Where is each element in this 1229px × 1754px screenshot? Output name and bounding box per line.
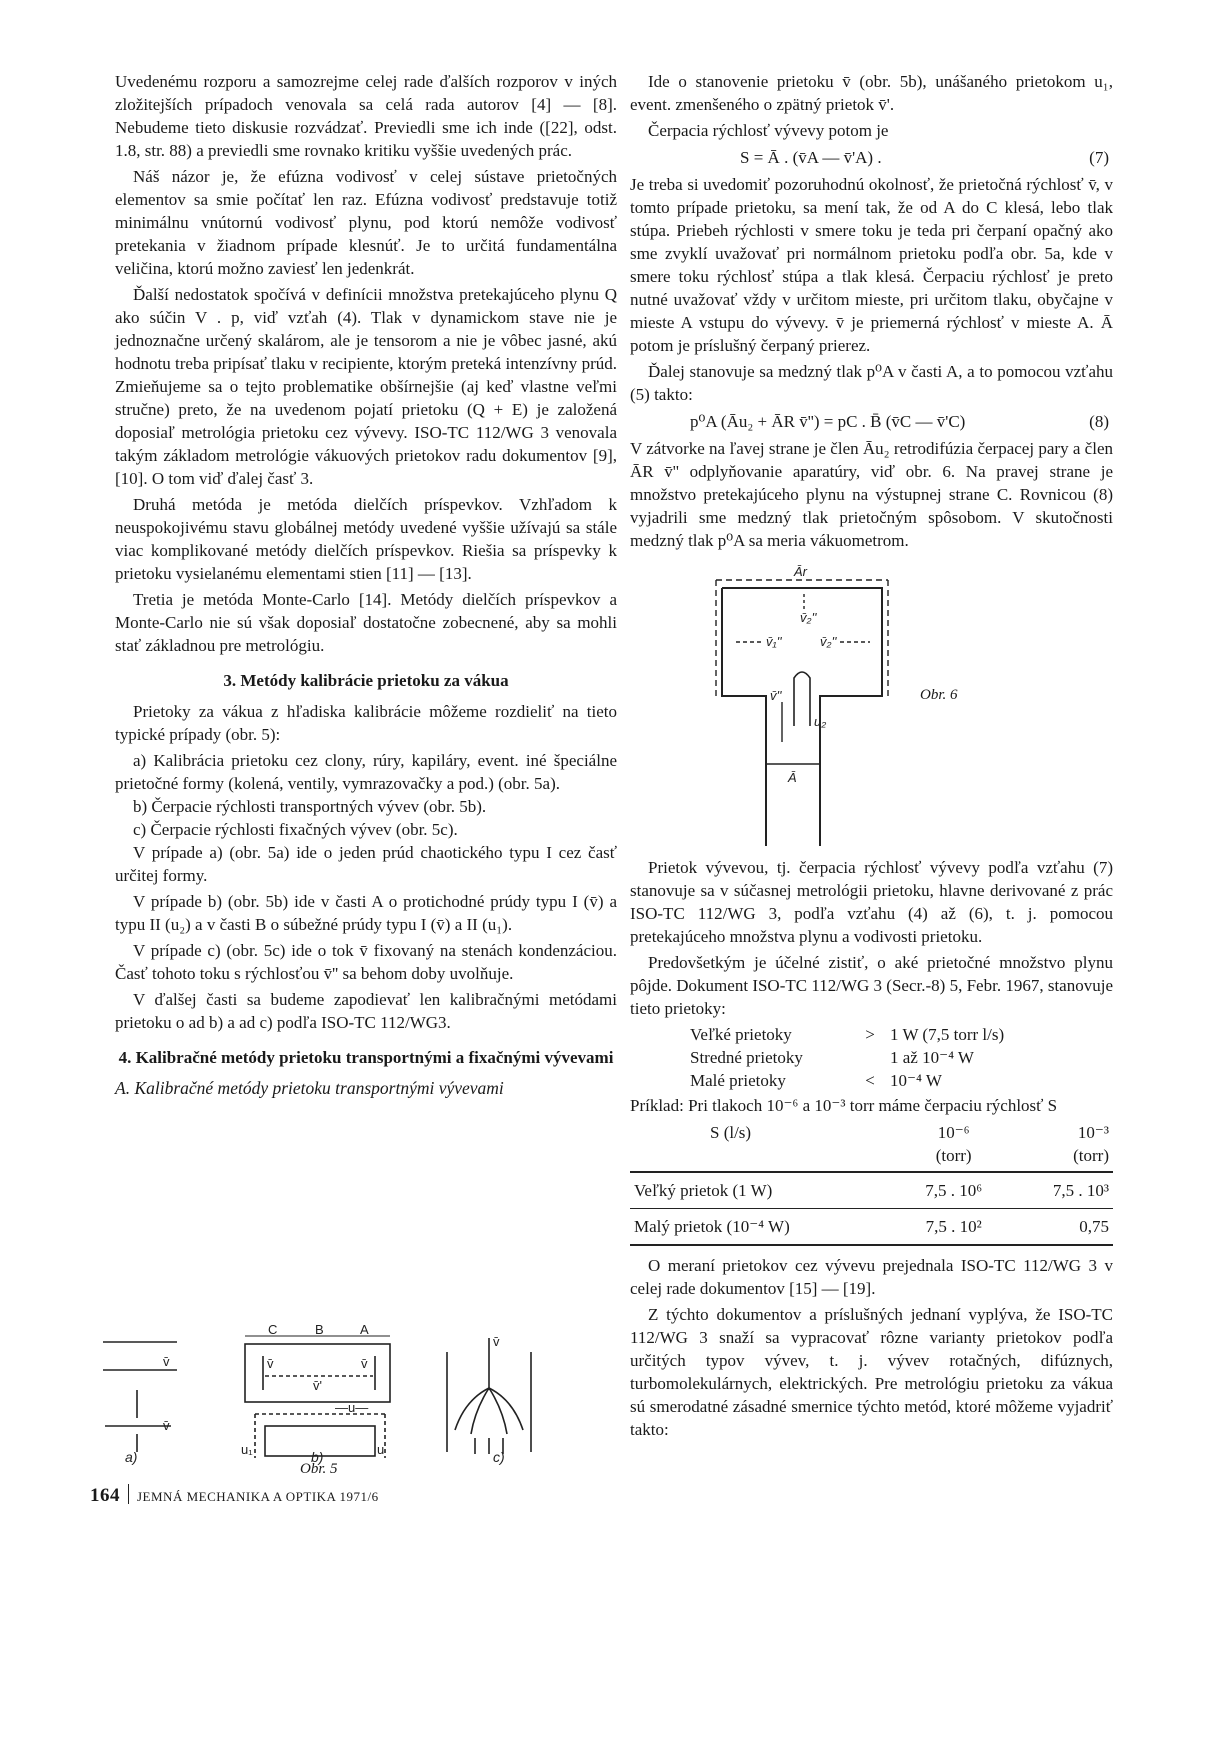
table-row <box>630 1172 1113 1209</box>
paragraph: V zátvorke na ľavej strane je člen Āu₂ retrodifúzia čerpacej pary a člen ĀR v̄'' odplyňovanie aparatúry, viď obr. 6. Na pravej strane je množstvo pretekajúceho plynu na výstupnej strane C. Rovnicou (8) vyjadrili sme medzný tlak prietočným spôsobom. V skutočnosti medzný tlak p⁰A sa meria vákuometrom. <box>630 439 1113 550</box>
fig5-label-b-case: b) <box>311 1449 324 1465</box>
fig5-label-v: v̄ <box>493 1334 500 1349</box>
figure-5-caption: Obr. 5 <box>300 1461 338 1477</box>
paragraph: V prípade c) (obr. 5c) ide o tok v̄ fixovaný na stenách kondenzáciou. Časť tohoto toku s rýchlosťou v̄'' sa behom doby uvolňuje. <box>115 941 617 983</box>
table-header: 10⁻³ (torr) <box>1073 1123 1109 1165</box>
paragraph: Čerpacia rýchlosť vývevy potom je <box>648 121 889 140</box>
fig5-label-v1: v̄' <box>313 1378 322 1393</box>
figure-6-caption: Obr. 6 <box>920 687 958 703</box>
flow-rate-op: > <box>865 1025 875 1044</box>
figure-6 <box>630 566 1113 856</box>
fig5-label-u: u <box>377 1442 385 1457</box>
fig5-label-v: v̄ <box>267 1356 274 1371</box>
flow-rate-val: 1 W (7,5 torr l/s) <box>890 1025 1005 1044</box>
flow-rate-row <box>690 1023 1113 1046</box>
paragraph: Ide o stanovenie prietoku v̄ (obr. 5b), unášaného prietokom u₁, event. zmenšeného o zpätný prietok v̄'. <box>630 72 1113 114</box>
right-column <box>630 70 1113 1444</box>
table-cell: 7,5 . 10³ <box>1007 1172 1113 1209</box>
fig5-label-u: —u— <box>335 1400 369 1415</box>
journal-name: JEMNÁ MECHANIKA A OPTIKA 1971/6 <box>137 1489 379 1504</box>
fig6-label-ar: Ār <box>794 564 807 579</box>
list-item: c) Čerpacie rýchlosti fixačných vývev (obr. 5c). <box>133 820 458 839</box>
fig6-label-a: Ā <box>788 770 797 785</box>
table-row <box>630 1209 1113 1246</box>
fig5-label-u1: u₁ <box>241 1442 253 1457</box>
equation-7 <box>630 146 1113 169</box>
equation-8 <box>630 410 1113 433</box>
fig5-label-v: v̄ <box>163 1354 170 1369</box>
equation-body: S = Ā . (v̄A — v̄'A) . <box>740 148 882 167</box>
fig6-label-v2: v̄₂'' <box>800 610 817 625</box>
paragraph: V prípade a) (obr. 5a) ide o jeden prúd chaotického typu I cez časť určitej formy. <box>115 843 617 885</box>
paragraph: Náš názor je, že efúzna vodivosť v celej sústave prietočných elementov sa smie počítať len raz. Efúzna vodivosť predstavuje totiž minimálnu vnútornú vodivosť plynu, pod ktorú nemôže vodivosť pretekania v žiadnom prípade klesnúť. Je to určitá fundamentálna veličina, ktorú možno zaviesť len jedenkrát. <box>115 167 617 278</box>
fig5-label-a-case: a) <box>125 1449 138 1465</box>
flow-rate-name: Malé prietoky <box>690 1071 786 1090</box>
fig6-label-v1: v̄₁'' <box>766 634 782 649</box>
paragraph: Ďalej stanovuje sa medzný tlak p⁰A v časti A, a to pomocou vzťahu (5) takto: <box>630 362 1113 404</box>
figure-6-drawing <box>710 566 1050 856</box>
paragraph: O meraní prietokov cez vývevu prejednala ISO-TC 112/WG 3 v celej rade dokumentov [15] — [19]. <box>630 1256 1113 1298</box>
subsection-heading: A. Kalibračné metódy prietoku transportnými vývevami <box>115 1078 504 1098</box>
section-heading-4: 4. Kalibračné metódy prietoku transportnými a fixačnými vývevami <box>118 1048 614 1067</box>
paragraph: Je treba si uvedomiť pozoruhodnú okolnosť, že prietočná rýchlosť v̄, v tomto prípade prietoku, sa mení tak, že od A do C klesá, lebo tlak stúpa. Priebeh rýchlosti v smere toku je teda pri čerpaní opačný ako sme zvyklí uvažovať pri normálnom prietoku podľa obr. 5a, kde v smere toku rýchlosť stúpa a tlak klesá. Čerpaciu rýchlosť je preto nutné uvažovať vždy v určitom mieste, pri určitom tlaku, obyčajne v mieste A vstupu do vývevy. v̄ je priemerná rýchlosť v mieste A. Ā potom je príslušný čerpaný prierez. <box>630 175 1113 355</box>
list-item: a) Kalibrácia prietoku cez clony, rúry, kapiláry, event. iné špeciálne prietočné formy (kolená, ventily, vymrazovačky a pod.) (obr. 5a). <box>115 751 617 793</box>
section-heading-3: 3. Metódy kalibrácie prietoku za vákua <box>223 671 509 690</box>
table-cell: Malý prietok (10⁻⁴ W) <box>630 1209 900 1246</box>
paragraph: Uvedenému rozporu a samozrejme celej rade ďalších rozporov v iných zložitejších prípadoch venovala sa celá rada autorov [4] — [8]. Nebudeme tieto diskusie rozvádzať. Previedli sme ich inde ([22], odst. 1.8, str. 88) a previedli sme rovnako kritiku vyššie uvedených prác. <box>115 72 617 160</box>
figure-5-drawing <box>95 1322 615 1465</box>
figure-5 <box>95 1322 615 1477</box>
flow-rate-row <box>690 1046 1113 1069</box>
fig5-label-c: C <box>268 1322 278 1337</box>
page-number: 164 <box>90 1485 120 1506</box>
flow-rate-list <box>690 1023 1113 1092</box>
list-item: b) Čerpacie rýchlosti transportných vývev (obr. 5b). <box>133 797 487 816</box>
fig6-label-v: v̄'' <box>770 688 782 703</box>
paragraph: V prípade b) (obr. 5b) ide v časti A o protichodné prúdy typu I (v̄) a typu II (u₂) a v časti B o súbežné prúdy typu I (v̄) a II (u₁). <box>115 892 617 934</box>
flow-rate-row <box>690 1069 1113 1092</box>
table-cell: 7,5 . 10² <box>900 1209 1007 1246</box>
fig5-label-v: v̄ <box>361 1356 368 1371</box>
paragraph: Predovšetkým je účelné zistiť, o aké prietočné množstvo plynu pôjde. Dokument ISO-TC 112/WG 3 (Secr.-8) 5, Febr. 1967, stanovuje tieto prietoky: <box>630 953 1113 1018</box>
table-cell: Veľký prietok (1 W) <box>630 1172 900 1209</box>
table-header: 10⁻⁶ (torr) <box>935 1123 972 1165</box>
flow-rate-val: 10⁻⁴ W <box>890 1071 942 1090</box>
flow-rate-name: Stredné prietoky <box>690 1048 803 1067</box>
paragraph: Druhá metóda je metóda dielčích príspevkov. Vzhľadom k neuspokojivému stavu globálnej metódy uvedené vyššie užívajú sa stále viac komplikované metódy dielčích príspevkov. Riešia sa príspevky k prietoku vysielanému elementami stien [11] — [13]. <box>115 495 617 583</box>
table-cell: 7,5 . 10⁶ <box>900 1172 1007 1209</box>
paragraph: Príklad: Pri tlakoch 10⁻⁶ a 10⁻³ torr máme čerpaciu rýchlosť S <box>630 1096 1058 1115</box>
flow-rate-op: < <box>865 1071 875 1090</box>
pump-speed-table <box>630 1121 1113 1246</box>
page-footer <box>90 1484 379 1508</box>
paragraph: V ďalšej časti sa budeme zapodievať len kalibračnými metódami prietoku o ad b) a ad c) podľa ISO-TC 112/WG3. <box>115 990 617 1032</box>
paragraph: Ďalší nedostatok spočívá v definícii množstva pretekajúceho plynu Q ako súčin V . p, viď vzťah (4). Tlak v dynamickom stave nie je jednoznačne určený skalárom, ale je tensorom a nie je vôbec jasné, akú hodnotu treba pripísať tlaku v recipiente, ktorým preteká intenzívny prúd. Zmieňujeme sa o tejto problematike obšírnejšie (aj keď vlastne veľmi stručne) preto, že na uvedenom pojatí prietoku (Q + E) je založená doposiaľ metrológia prietoku cez vývevy. ISO-TC 112/WG 3 venovala takým základom metrológie vákuových prietokov radu dokumentov [9], [10]. O tom viď ďalej časť 3. <box>115 285 617 488</box>
table-cell: 0,75 <box>1007 1209 1113 1246</box>
flow-rate-name: Veľké prietoky <box>690 1025 792 1044</box>
table-header: S (l/s) <box>710 1123 752 1142</box>
fig5-label-c-case: c) <box>493 1449 505 1465</box>
equation-number: (7) <box>1089 148 1109 167</box>
equation-number: (8) <box>1089 412 1109 431</box>
fig5-label-v: v̄ <box>163 1418 170 1433</box>
paragraph: Z týchto dokumentov a príslušných jednaní vyplýva, že ISO-TC 112/WG 3 snaží sa vypracovať rôzne varianty prietokov podľa určitých typov vývev, t. j. vývev rotačných, difúznych, turbomolekulárnych, elektrických. Pre metrológiu prietoku za vákua sú smerodatné zásadné smernice týchto metód, ktoré môžeme vyjadriť takto: <box>630 1305 1113 1439</box>
fig5-label-b: B <box>315 1322 324 1337</box>
fig6-label-u2: u₂ <box>814 714 827 729</box>
paragraph: Prietok vývevou, tj. čerpacia rýchlosť vývevy podľa vzťahu (7) stanovuje sa v súčasnej metrológii prietoku, hlavne derivované z prác ISO-TC 112/WG 3, podľa vzťahu (4) až (6), t. j. pomocou pretekajúceho množstva plynu a vodivosti prietoku. <box>630 858 1113 946</box>
left-column <box>115 70 617 1106</box>
fig6-label-v2: v̄₂'' <box>820 634 837 649</box>
flow-rate-op <box>850 1046 890 1069</box>
equation-body: p⁰A (Āu₂ + ĀR v̄'') = pC . B̄ (v̄C — v̄'C) <box>690 412 966 431</box>
flow-rate-val: 1 až 10⁻⁴ W <box>890 1048 974 1067</box>
footer-divider <box>128 1484 129 1504</box>
paragraph: Prietoky za vákua z hľadiska kalibrácie môžeme rozdieliť na tieto typické prípady (obr. 5): <box>115 702 617 744</box>
fig5-label-a: A <box>360 1322 369 1337</box>
paragraph: Tretia je metóda Monte-Carlo [14]. Metódy dielčích príspevkov a Monte-Carlo nie sú však doposiaľ dostatočne zobecnené, aby sa mohli stať základnou pre metrológiu. <box>115 590 617 655</box>
